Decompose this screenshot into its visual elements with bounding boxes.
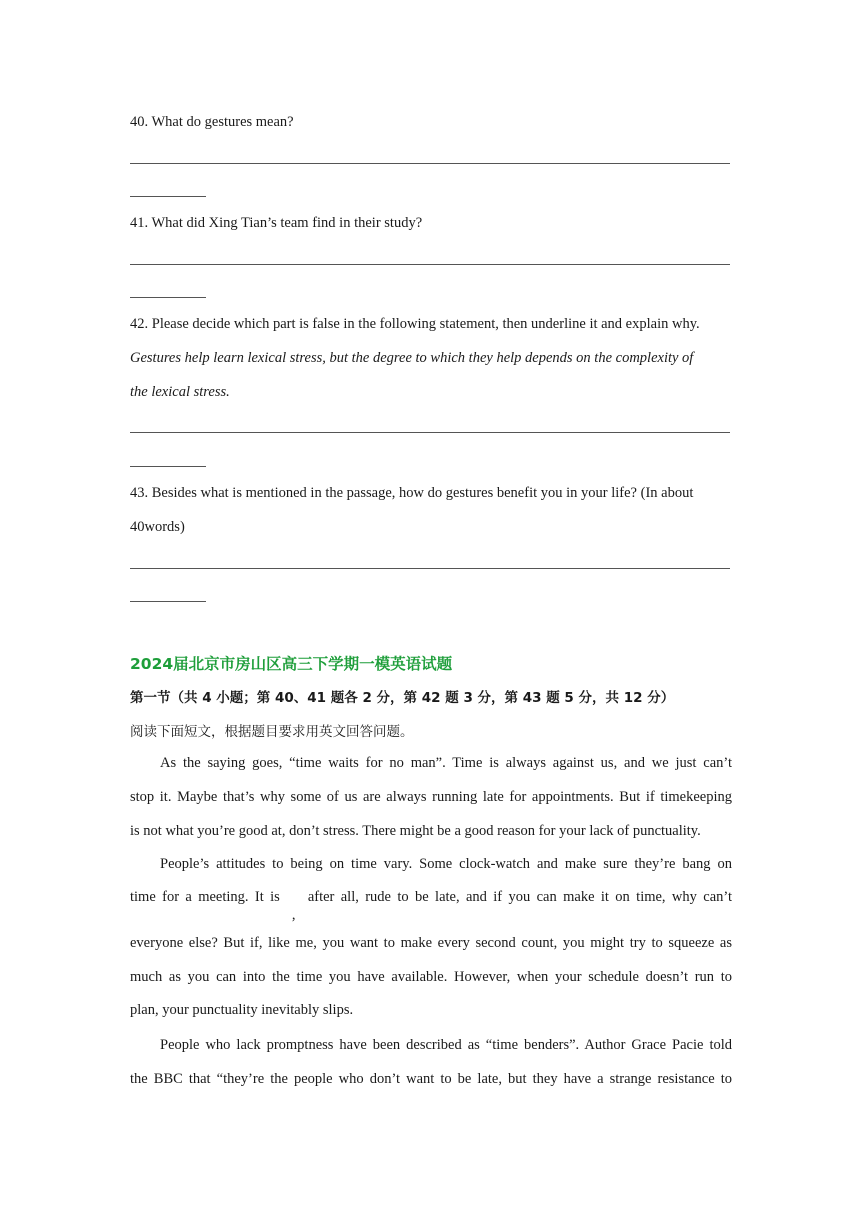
question-42-statement-end: the lexical stress. xyxy=(130,384,230,400)
comma: , xyxy=(291,907,296,923)
passage-line: much as you can into the time you have available. However, when your schedule doesn’t run to xyxy=(130,969,732,985)
exam-title: 2024届北京市房山区高三下学期一模英语试题 xyxy=(130,655,453,673)
question-42: 42. Please decide which part is false in the following statement, then underline it and explain why. xyxy=(130,316,700,332)
answer-line xyxy=(130,264,730,265)
passage-line: is not what you’re good at, don’t stress. There might be a good reason for your lack of punctuality. xyxy=(130,823,701,839)
answer-line xyxy=(130,163,730,164)
answer-line xyxy=(130,568,730,569)
passage-line: everyone else? But if, like me, you want to make every second count, you might try to squeeze as xyxy=(130,935,732,951)
passage-line: plan, your punctuality inevitably slips. xyxy=(130,1002,354,1018)
passage-text: time for a meeting. It is xyxy=(130,889,280,905)
question-41: 41. What did Xing Tian’s team find in their study? xyxy=(130,215,423,231)
question-42-statement: Gestures help learn lexical stress, but the degree to which they help depends on the complexity of xyxy=(130,350,694,366)
passage-line: People’s attitudes to being on time vary. Some clock-watch and make sure they’re bang on xyxy=(160,856,732,872)
question-43-end: 40words) xyxy=(130,519,185,535)
answer-line-end xyxy=(130,466,206,467)
answer-line-end xyxy=(130,297,206,298)
passage-text: after all, rude to be late, and if you can make it on time, why can’t xyxy=(307,889,732,905)
passage-line: As the saying goes, “time waits for no man”. Time is always against us, and we just can’t xyxy=(160,755,732,771)
question-43: 43. Besides what is mentioned in the passage, how do gestures benefit you in your life? (In about xyxy=(130,485,694,501)
instructions: 阅读下面短文，根据题目要求用英文回答问题。 xyxy=(130,724,414,740)
passage-line: People who lack promptness have been described as “time benders”. Author Grace Pacie told xyxy=(160,1037,732,1053)
answer-line-end xyxy=(130,196,206,197)
question-40: 40. What do gestures mean? xyxy=(130,114,294,130)
passage-line: the BBC that “they’re the people who don’t want to be late, but they have a strange resistance to xyxy=(130,1071,732,1087)
answer-line-end xyxy=(130,601,206,602)
answer-line xyxy=(130,432,730,433)
section-header: 第一节（共 4 小题；第 40、41 题各 2 分，第 42 题 3 分，第 43 题 5 分，共 12 分） xyxy=(130,690,675,706)
passage-line: stop it. Maybe that’s why some of us are always running late for appointments. But if timekeeping xyxy=(130,789,732,805)
passage-line-with-blank xyxy=(130,889,732,923)
